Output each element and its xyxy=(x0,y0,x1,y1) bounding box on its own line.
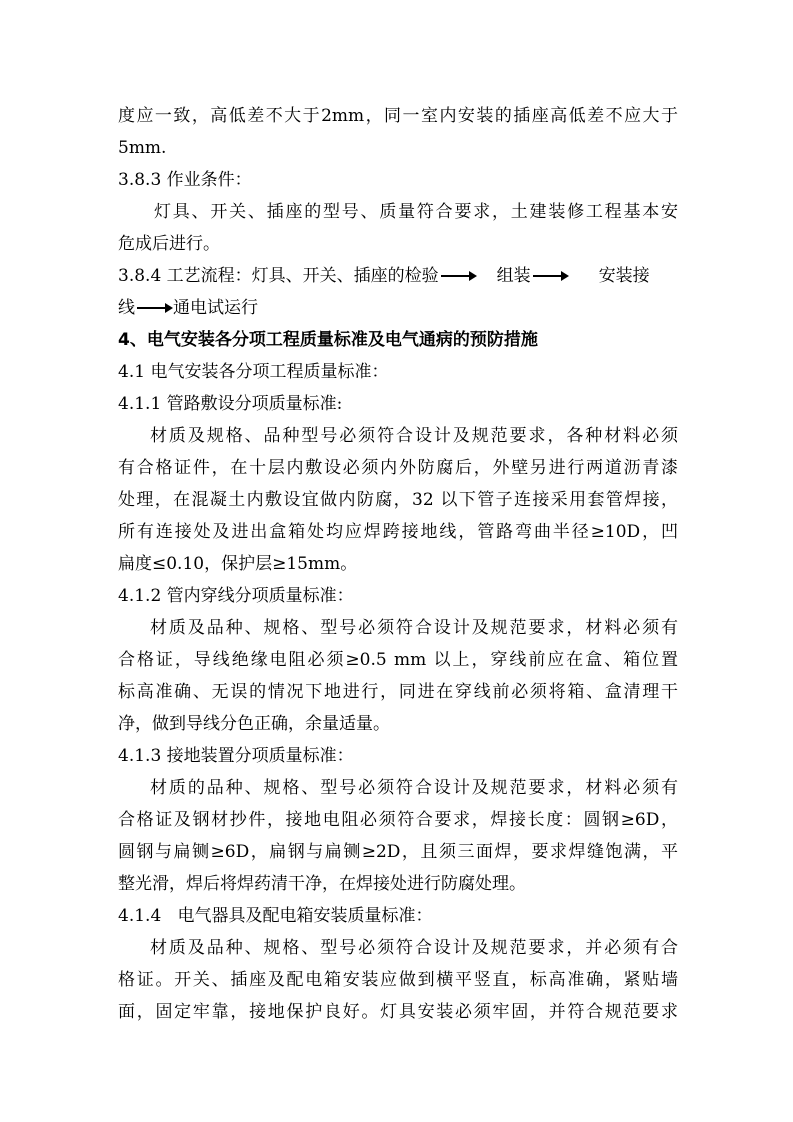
process-step-power-test: 通电试运行 xyxy=(173,298,258,318)
paragraph-line: 材质及品种、规格、型号必须符合设计及规范要求，材料必须有 xyxy=(150,618,678,638)
arrow-right-icon xyxy=(441,275,475,277)
process-flow-line xyxy=(118,292,678,324)
paragraph-line: 所有连接处及进出盒箱处均应焊跨接地线，管路弯曲半径≥10D，凹 xyxy=(118,522,678,542)
paragraph-line: 度应一致，高低差不大于2mm，同一室内安装的插座高低差不应大于 xyxy=(118,106,678,126)
paragraph-line: 标高准确、无误的情况下地进行，同进在穿线前必须将箱、盒清理干 xyxy=(118,682,678,702)
process-step-install: 安装接 xyxy=(598,266,650,286)
paragraph-line: 面，固定牢靠，接地保护良好。灯具安装必须牢固，并符合规范要求 xyxy=(118,1002,678,1022)
paragraph-line: 材质及品种、规格、型号必须符合设计及规范要求，并必须有合 xyxy=(150,938,678,958)
section-heading-3-8-3: 3.8.3 作业条件： xyxy=(118,170,252,190)
paragraph-line: 合格证，导线绝缘电阻必须≥0.5 mm 以上，穿线前应在盒、箱位置 xyxy=(118,650,678,670)
paragraph-line: 处理，在混凝土内敷设宜做内防腐，32 以下管子连接采用套管焊接， xyxy=(118,490,678,510)
paragraph-line: 扁度≤0.10，保护层≥15mm。 xyxy=(118,554,358,574)
paragraph-line: 材质的品种、规格、型号必须符合设计及规范要求，材料必须有 xyxy=(150,778,678,798)
document-page xyxy=(118,100,678,1028)
paragraph-line: 材质及规格、品种型号必须符合设计及规范要求，各种材料必须 xyxy=(150,426,678,446)
paragraph-line: 净，做到导线分色正确，余量适量。 xyxy=(118,714,390,734)
section-heading-4-1: 4.1 电气安装各分项工程质量标准： xyxy=(118,362,389,382)
chapter-heading-4: 4、电气安装各分项工程质量标准及电气通病的预防措施 xyxy=(118,330,538,350)
section-heading-4-1-3: 4.1.3 接地装置分项质量标准： xyxy=(118,746,354,766)
paragraph-line: 灯具、开关、插座的型号、质量符合要求，土建装修工程基本安 xyxy=(154,202,678,222)
process-step-install-cont: 线 xyxy=(118,298,135,318)
paragraph-line: 整光滑，焊后将焊药清干净，在焊接处进行防腐处理。 xyxy=(118,874,526,894)
paragraph-line: 危成后进行。 xyxy=(118,234,220,254)
paragraph-line: 5mm. xyxy=(118,138,167,158)
arrow-right-icon xyxy=(137,307,171,309)
process-flow-label: 3.8.4 工艺流程：灯具、开关、插座的检验 xyxy=(118,266,439,286)
section-heading-4-1-4: 4.1.4 电气器具及配电箱安装质量标准： xyxy=(118,906,433,926)
paragraph-line: 圆钢与扁铡≥6D，扁钢与扁铡≥2D，且须三面焊，要求焊缝饱满，平 xyxy=(118,842,678,862)
process-flow-line xyxy=(118,260,678,292)
arrow-right-icon xyxy=(533,275,567,277)
section-heading-4-1-2: 4.1.2 管内穿线分项质量标准： xyxy=(118,586,354,606)
paragraph-line: 格证。开关、插座及配电箱安装应做到横平竖直，标高准确，紧贴墙 xyxy=(118,970,678,990)
section-heading-4-1-1: 4.1.1 管路敷设分项质量标准: xyxy=(118,394,343,414)
process-step-assemble: 组装 xyxy=(496,266,531,286)
paragraph-line: 有合格证件，在十层内敷设必须内外防腐后，外壁另进行两道沥青漆 xyxy=(118,458,678,478)
paragraph-line: 合格证及钢材抄件，接地电阻必须符合要求，焊接长度：圆钢≥6D， xyxy=(118,810,678,830)
